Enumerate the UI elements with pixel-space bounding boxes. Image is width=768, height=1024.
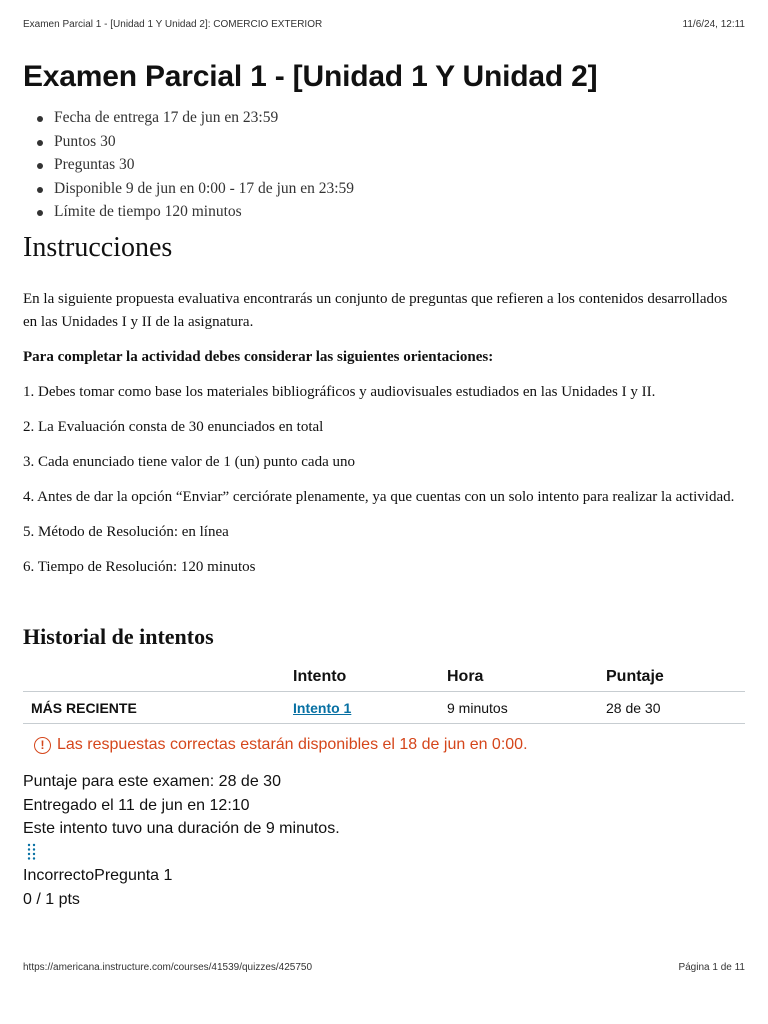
instructions-body	[23, 288, 745, 591]
detail-due-date: Fecha de entrega 17 de jun en 23:59	[23, 106, 354, 130]
attempt-history-heading: Historial de intentos	[23, 624, 214, 649]
submitted-at: Entregado el 11 de jun en 12:10	[23, 796, 250, 814]
instruction-item-5: 5. Método de Resolución: en línea	[23, 524, 229, 540]
orientations-heading: Para completar la actividad debes considerar las siguientes orientaciones:	[23, 349, 494, 365]
detail-available: Disponible 9 de jun en 0:00 - 17 de jun en 23:59	[23, 177, 354, 201]
instruction-item-4: 4. Antes de dar la opción “Enviar” cerciórate plenamente, ya que cuentas con un solo intento para realizar la actividad.	[23, 489, 735, 505]
instruction-item-1: 1. Debes tomar como base los materiales bibliográficos y audiovisuales estudiados en las Unidades I y II.	[23, 384, 656, 400]
attempt-time: 9 minutos	[447, 692, 606, 724]
table-header-row	[23, 662, 745, 692]
warning-circle-icon: !	[34, 737, 51, 754]
print-footer	[23, 962, 745, 973]
attempt-link[interactable]: Intento 1	[293, 699, 352, 716]
question-points: 0 / 1 pts	[23, 890, 80, 908]
detail-points: Puntos 30	[23, 130, 354, 154]
print-header-title: Examen Parcial 1 - [Unidad 1 Y Unidad 2]: COMERCIO EXTERIOR	[23, 19, 323, 30]
question-status-title: IncorrectoPregunta 1	[23, 867, 173, 884]
column-header-blank	[23, 662, 293, 692]
column-header-attempt: Intento	[293, 662, 447, 692]
instruction-item-2: 2. La Evaluación consta de 30 enunciados en total	[23, 419, 324, 435]
answers-availability-notice	[34, 736, 528, 754]
exam-details-list	[23, 106, 354, 224]
attempt-duration: Este intento tuvo una duración de 9 minutos.	[23, 820, 340, 837]
question-header	[23, 864, 172, 911]
column-header-score: Puntaje	[606, 662, 745, 692]
print-header	[23, 19, 745, 30]
instruction-item-3: 3. Cada enunciado tiene valor de 1 (un) punto cada uno	[23, 454, 355, 470]
drag-handle-icon[interactable]	[25, 843, 39, 861]
detail-questions: Preguntas 30	[23, 153, 354, 177]
most-recent-label: MÁS RECIENTE	[23, 692, 293, 724]
instructions-heading: Instrucciones	[23, 232, 173, 263]
page-title: Examen Parcial 1 - [Unidad 1 Y Unidad 2]	[23, 60, 598, 93]
print-header-datetime: 11/6/24, 12:11	[682, 19, 745, 30]
detail-time-limit: Límite de tiempo 120 minutos	[23, 200, 354, 224]
column-header-time: Hora	[447, 662, 606, 692]
footer-url: https://americana.instructure.com/courses/41539/quizzes/425750	[23, 962, 313, 973]
attempt-history-table	[23, 662, 745, 724]
notice-text: Las respuestas correctas estarán disponibles el 18 de jun en 0:00.	[57, 736, 528, 753]
attempt-cell	[293, 692, 447, 724]
attempt-score: 28 de 30	[606, 692, 745, 724]
footer-page-number: Página 1 de 11	[678, 962, 745, 973]
instruction-item-6: 6. Tiempo de Resolución: 120 minutos	[23, 559, 256, 575]
attempt-summary	[23, 770, 340, 841]
exam-score: Puntaje para este examen: 28 de 30	[23, 773, 281, 790]
table-row	[23, 692, 745, 724]
instructions-intro: En la siguiente propuesta evaluativa encontrarás un conjunto de preguntas que refieren a los contenidos desarrollados en las Unidades I y II de la asignatura.	[23, 291, 728, 330]
